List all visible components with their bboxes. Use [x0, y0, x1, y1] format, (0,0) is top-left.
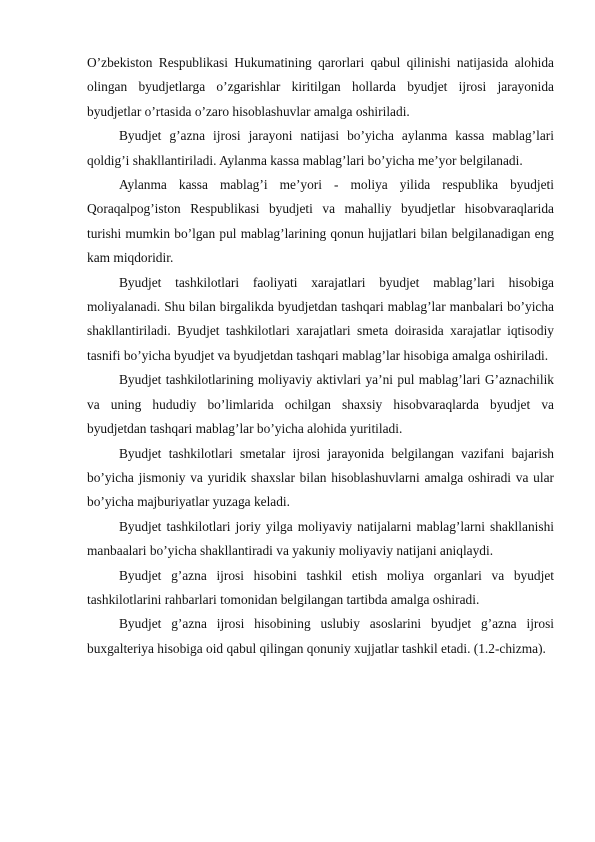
paragraph: Byudjet tashkilotlari smetalar ijrosi jarayonida belgilangan vazifani bajarish bo’yicha jismoniy va yuridik shaxslar bilan hisoblashuvlarni amalga oshiradi va ular bo’yicha majburiyatlar yuzaga keladi. [87, 445, 554, 510]
paragraph: Byudjet g’azna ijrosi hisobini tashkil etish moliya organlari va byudjet tashkilotlarini rahbarlari tomonidan belgilangan tartibda amalga oshiradi. [87, 567, 554, 607]
paragraph: Byudjet g’azna ijrosi jarayoni natijasi bo’yicha aylanma kassa mablag’lari qoldig’i shakllantiriladi. Aylanma kassa mablag’lari bo’yicha me’yor belgilanadi. [87, 128, 554, 168]
paragraph: O’zbekiston Respublikasi Hukumatining qarorlari qabul qilinishi natijasida alohida olingan byudjetlarga o’zgarishlar kiritilgan hollarda byudjet ijrosi jarayonida byudjetlar o’rtasida o’zaro hisoblashuvlar amalga oshiriladi. [87, 55, 554, 119]
paragraph: Byudjet g’azna ijrosi hisobining uslubiy asoslarini byudjet g’azna ijrosi buxgalteriya hisobiga oid qabul qilingan qonuniy xujjatlar tashkil etadi. (1.2-chizma). [87, 616, 554, 656]
paragraph: Byudjet tashkilotlari faoliyati xarajatlari byudjet mablag’lari hisobiga moliyalanadi. Shu bilan birgalikda byudjetdan tashqari mablag’lar manbalari bo’yicha shakllantiriladi. Byudjet tashkilotlari xarajatlari smeta doirasida xarajatlar iqtisodiy tasnifi bo’yicha byudjet va byudjetdan tashqari mablag’lar hisobiga amalga oshiriladi. [87, 274, 554, 363]
paragraph: Byudjet tashkilotlarining moliyaviy aktivlari ya’ni pul mablag’lari G’aznachilik va uning hududiy bo’limlarida ochilgan shaxsiy hisobvaraqlarda byudjet va byudjetdan tashqari mablag’lar bo’yicha alohida yuritiladi. [87, 372, 554, 437]
paragraph: Byudjet tashkilotlari joriy yilga moliyaviy natijalarni mablag’larni shakllanishi manbaalari bo’yicha shakllantiradi va yakuniy moliyaviy natijani aniqlaydi. [87, 518, 554, 559]
paragraph: Aylanma kassa mablag’i me’yori - moliya yilida respublika byudjeti Qoraqalpog’iston Respublikasi byudjeti va mahalliy byudjetlar hisobvaraqlarida turishi mumkin bo’lgan pul mablag’larining qonun hujjatlari bilan belgilanadigan eng kam miqdoridir. [87, 177, 554, 266]
document-body [87, 51, 554, 661]
